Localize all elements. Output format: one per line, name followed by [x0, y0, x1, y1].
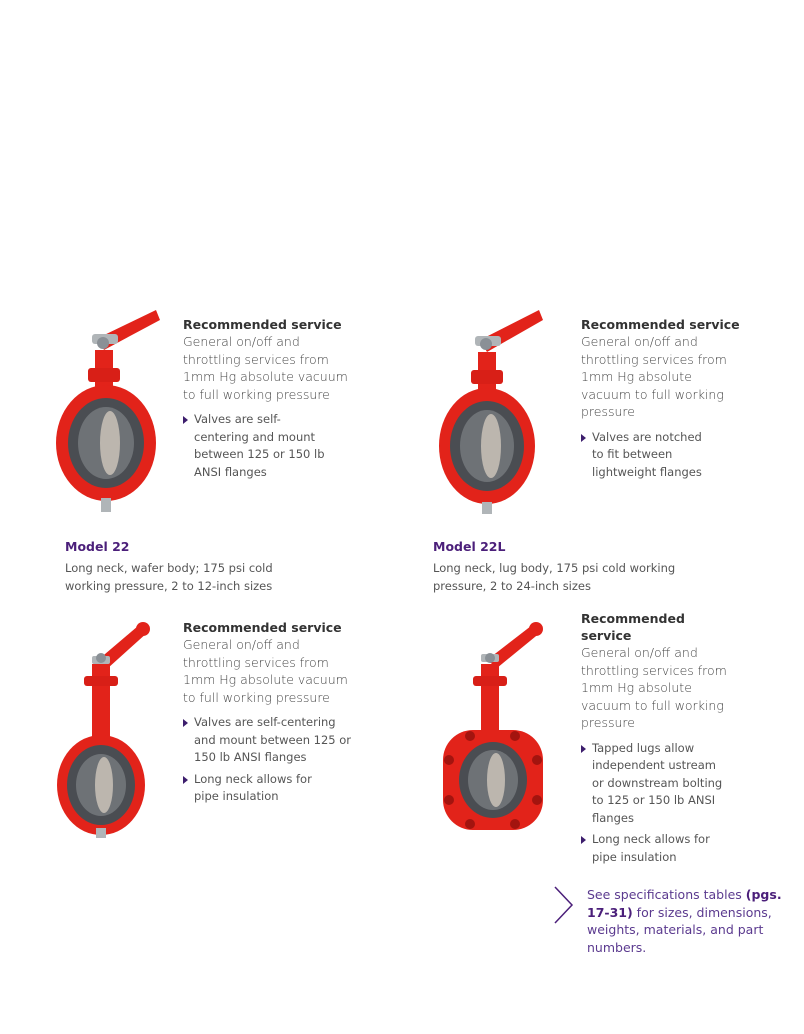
service-text: General on/off and throttling services from 1mm Hg absolute vacuum to full working pressure — [183, 334, 348, 402]
valve-image-lug-lever — [435, 620, 560, 840]
service-title: Recommended service — [183, 620, 342, 635]
see-rest: for sizes, dimensions, weights, materials, and part numbers. — [587, 904, 772, 955]
triangle-right-icon — [581, 836, 586, 844]
see-specifications-note — [587, 886, 787, 956]
valve-image-notched-handle-top — [435, 308, 555, 518]
model-description-22: Long neck, wafer body; 175 psi cold working pressure, 2 to 12-inch sizes — [65, 561, 273, 593]
service-text: General on/off and throttling services from 1mm Hg absolute vacuum to full working pressure — [581, 645, 727, 731]
triangle-right-icon — [183, 719, 188, 727]
triangle-right-icon — [183, 776, 188, 784]
chevron-right-icon — [552, 885, 576, 925]
service-block-4 — [581, 610, 731, 870]
service-text: General on/off and throttling services from 1mm Hg absolute vacuum to full working pressure — [183, 637, 348, 705]
bullet-item: Long neck allows for pipe insulation — [581, 831, 722, 866]
bullet-item: Long neck allows for pipe insulation — [183, 771, 324, 806]
service-title: Recommended service — [581, 317, 740, 332]
bullet-item: Valves are self-centering and mount between 125 or 150 lb ANSI flanges — [183, 411, 334, 481]
service-title: Recommended service — [581, 611, 685, 643]
model-title-22l: Model 22L — [433, 539, 506, 554]
service-title: Recommended service — [183, 317, 342, 332]
service-block-3 — [183, 619, 358, 810]
triangle-right-icon — [183, 416, 188, 424]
bullet-item: Valves are notched to fit between lightweight flanges — [581, 429, 702, 482]
valve-image-wafer-handle-top — [48, 308, 168, 518]
triangle-right-icon — [581, 745, 586, 753]
see-lead: See specifications tables — [587, 887, 742, 902]
service-block-2 — [581, 316, 741, 485]
valve-image-wafer-lever — [48, 620, 168, 840]
model-description-22l: Long neck, lug body, 175 psi cold working pressure, 2 to 24-inch sizes — [433, 561, 676, 593]
page-reference: (pgs. 17-31) — [587, 887, 782, 920]
service-text: General on/off and throttling services from 1mm Hg absolute vacuum to full working pressure — [581, 334, 727, 420]
model-title-22: Model 22 — [65, 539, 130, 554]
bullet-item: Tapped lugs allow independent ustream or downstream bolting to 125 or 150 lb ANSI flanges — [581, 740, 727, 828]
service-block-1 — [183, 316, 358, 485]
bullet-item: Valves are self-centering and mount between 125 or 150 lb ANSI flanges — [183, 714, 359, 767]
triangle-right-icon — [581, 434, 586, 442]
